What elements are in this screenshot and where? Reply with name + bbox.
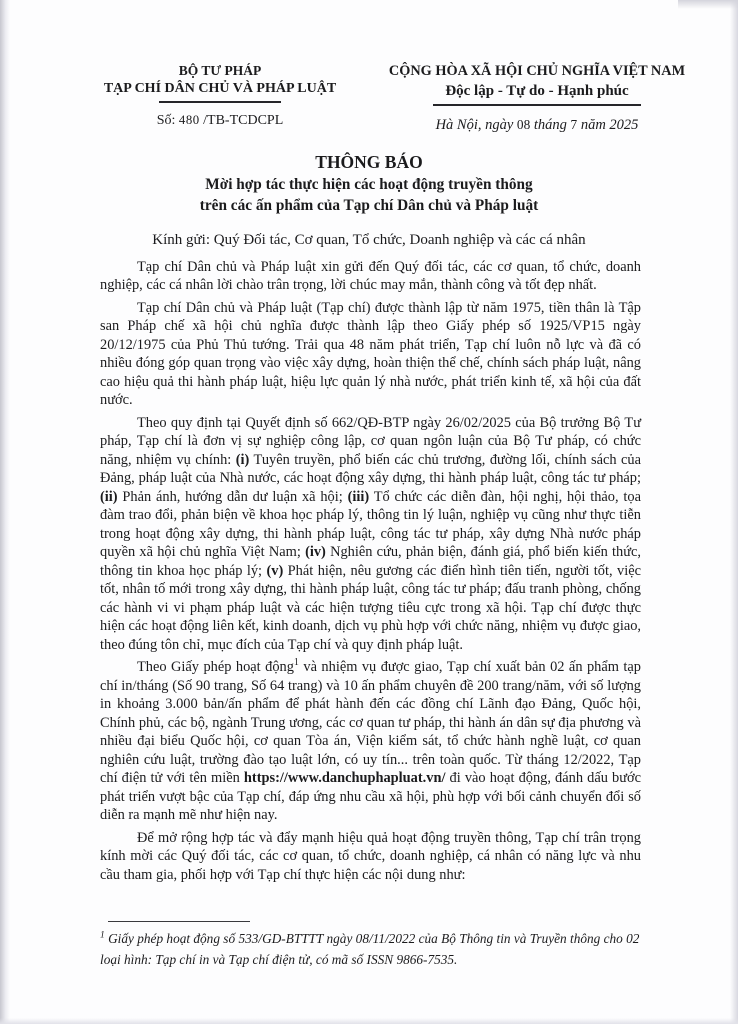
body-paragraph-3: Theo quy định tại Quyết định số 662/QĐ-BTP ngày 26/02/2025 của Bộ trưởng Bộ Tư pháp, Tạp chí là đơn vị sự nghiệp công lập, cơ quan ngôn luận của Bộ Tư pháp, có chức năng, nhiệm vụ chính: (i) Tuyên truyền, phổ biến các chủ trương, đường lối, chính sách của Đảng, pháp luật của Nhà nước, các hoạt động xây dựng, thi hành pháp luật, công tác tư pháp; (ii) Phản ánh, hướng dẫn dư luận xã hội; (iii) Tổ chức các diễn đàn, hội nghị, hội thảo, tọa đàm trao đổi, phản biện về khoa học pháp lý, thông tin lý luận, nghiệp vụ cũng như thực tiễn trong hoạt động xây dựng, thi hành pháp luật, công tác tư pháp, xây dựng Nhà nước pháp quyền xã hội chủ nghĩa Việt Nam; (iv) Nghiên cứu, phản biện, đánh giá, phổ biến kiến thức, thông tin khoa học pháp lý; (v) Phát hiện, nêu gương các điển hình tiên tiến, người tốt, việc tốt, nhân tố mới trong xây dựng, thi hành pháp luật, công tác tư pháp; đấu tranh phòng, chống các hành vi vi phạm pháp luật và các hiện tượng tiêu cực trong xã hội. Tạp chí được thực hiện các hoạt động liên kết, kinh doanh, dịch vụ phù hợp với chức năng, nhiệm vụ được giao, theo đúng tôn chỉ, mục đích của Tạp chí và quy định pháp luật. — [100, 414, 642, 653]
national-header-block — [370, 62, 704, 134]
document-body — [100, 258, 641, 889]
footnote-divider — [108, 921, 250, 922]
place-and-date-line: Hà Nội, ngày 08 tháng 7 năm 2025 — [435, 116, 639, 133]
agency-underline — [159, 101, 281, 103]
issuing-agency-block — [70, 62, 370, 134]
organization-name: TẠP CHÍ DÂN CHỦ VÀ PHÁP LUẬT — [103, 81, 337, 96]
national-title: CỘNG HÒA XÃ HỘI CHỦ NGHĨA VIỆT NAM — [388, 63, 686, 79]
document-header — [70, 62, 704, 134]
document-subtitle-line1: Mời hợp tác thực hiện các hoạt động truyền thông — [205, 175, 533, 193]
document-number — [70, 113, 370, 129]
footnote-text: $^1$ Giấy phép hoạt động số 533/GD-BTTTT ngày 08/11/2022 của Bộ Thông tin và Truyền thông cho 02 loại hình: Tạp chí in và Tạp chí điện tử, có mã số ISSN 9866-7535. — [100, 930, 640, 967]
document-number-label: Số: — [156, 112, 176, 128]
body-paragraph-1: Tạp chí Dân chủ và Pháp luật xin gửi đến Quý đối tác, các cơ quan, tổ chức, doanh nghiệp, các cá nhân lời chào trân trọng, lời chúc may mắn, thành công và tốt đẹp nhất. — [100, 258, 641, 294]
body-paragraph-2: Tạp chí Dân chủ và Pháp luật (Tạp chí) được thành lập từ năm 1975, tiền thân là Tập san Pháp chế xã hội chủ nghĩa được thành lập theo Giấy phép số 1925/VP15 ngày 20/12/1975 của Phủ Thủ tướng. Trải qua 48 năm phát triển, Tạp chí luôn nỗ lực và đã có nhiều đóng góp quan trọng vào việc xây dựng, hoàn thiện thể chế, chính sách pháp luật, nâng cao hiệu quả thi hành pháp luật, hiệu lực quản lý nhà nước, phát triển kinh tế, xã hội của đất nước. — [100, 299, 641, 409]
national-motto: Độc lập - Tự do - Hạnh phúc — [445, 83, 629, 99]
footnote-area — [100, 921, 662, 970]
document-number-value: 480 — [178, 112, 200, 127]
page-edge-top-right-shadow — [678, 0, 738, 9]
ministry-name: BỘ TƯ PHÁP — [178, 63, 262, 78]
page-edge-bottom-shadow — [0, 1018, 738, 1024]
document-title: THÔNG BÁO — [315, 151, 423, 172]
document-number-suffix: /TB-TCDCPL — [203, 112, 284, 128]
body-paragraph-5: Để mở rộng hợp tác và đẩy mạnh hiệu quả hoạt động truyền thông, Tạp chí trân trọng kính mời các Quý đối tác, các cơ quan, tổ chức, doanh nghiệp, cá nhân có năng lực và nhu cầu tham gia, phối hợp với Tạp chí thực hiện các nội dung như: — [100, 829, 641, 883]
salutation-line: Kính gửi: Quý Đối tác, Cơ quan, Tổ chức, Doanh nghiệp và các cá nhân — [152, 231, 586, 248]
body-paragraph-4: Theo Giấy phép hoạt động$^1$ và nhiệm vụ được giao, Tạp chí xuất bản 02 ấn phẩm tạp chí in/tháng (Số 90 trang, Số 64 trang) và 10 ấn phẩm chuyên đề 200 trang/năm, với số lượng in khoảng 3.000 bản/ấn phẩm để phát hành đến các đồng chí Lãnh đạo Đảng, Quốc hội, Chính phủ, các bộ, ngành Trung ương, các cơ quan tư pháp, thi hành án dân sự địa phương và nhiều đại biểu Quốc hội, cơ quan Tòa án, Viện kiểm sát, tổ chức hành nghề luật, cơ quan nghiên cứu luật, trường đào tạo luật lớn, có uy tín... trên toàn quốc. Từ tháng 12/2022, Tạp chí điện tử với tên miền https://www.danchuphapluat.vn/ đi vào hoạt động, đánh dấu bước phát triển vượt bậc của Tạp chí, đáp ứng nhu cầu xã hội, phù hợp với bối cảnh chuyển đổi số diễn ra mạnh mẽ như hiện nay. — [100, 657, 641, 824]
title-block — [0, 151, 738, 217]
document-subtitle-line2: trên các ấn phẩm của Tạp chí Dân chủ và Pháp luật — [199, 197, 539, 215]
motto-underline — [433, 104, 641, 106]
